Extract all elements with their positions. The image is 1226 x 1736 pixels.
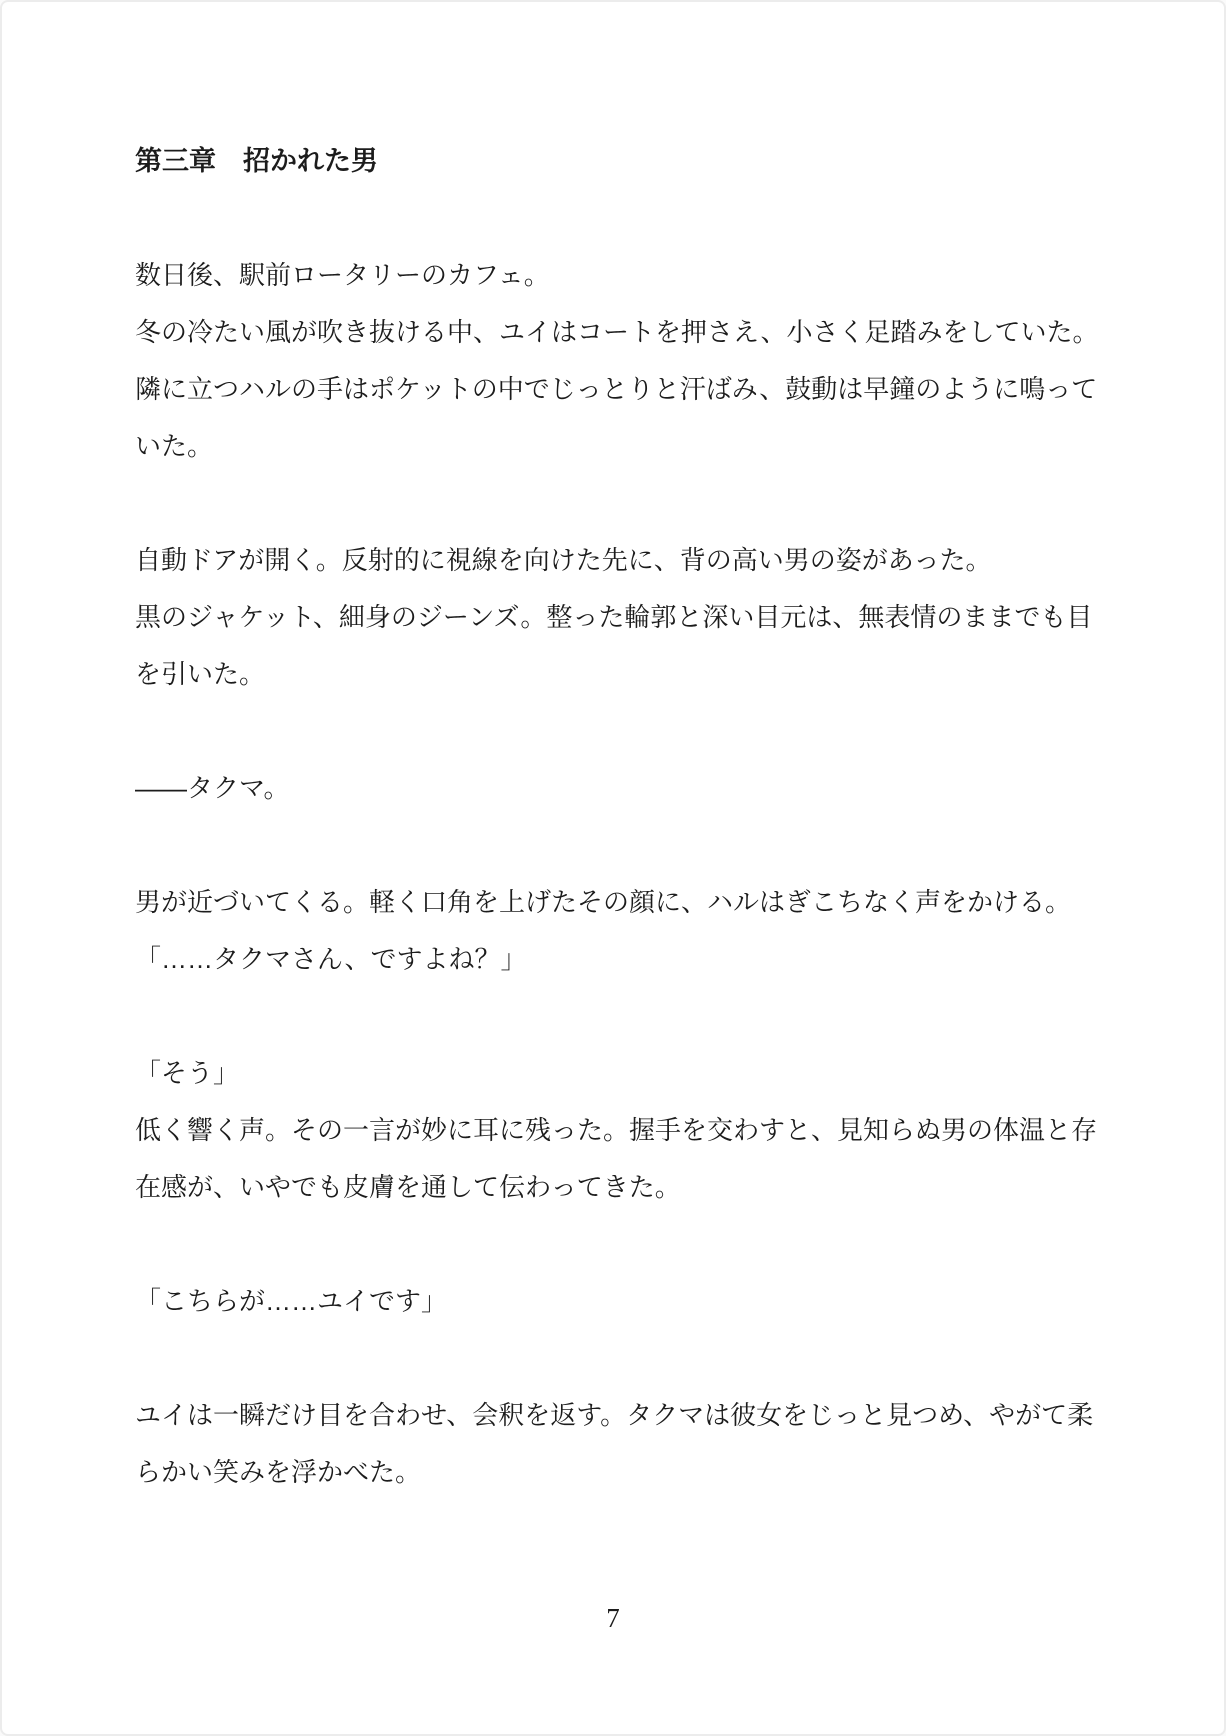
text-line: 「そう」 <box>135 1058 240 1088</box>
text-line: ——タクマ。 <box>135 773 290 803</box>
paragraph <box>135 760 1164 817</box>
text-line: ユイは一瞬だけ目を合わせ、会釈を返す。タクマは彼女をじっと見つめ、やがて柔 <box>135 1400 1094 1430</box>
text-line: 男が近づいてくる。軽く口角を上げたその顔に、ハルはぎこちなく声をかける。 <box>135 887 1072 917</box>
paragraph <box>135 247 1164 475</box>
text-line: 「こちらが……ユイです」 <box>135 1286 448 1316</box>
text-line: 冬の冷たい風が吹き抜ける中、ユイはコートを押さえ、小さく足踏みをしていた。 <box>135 317 1099 347</box>
page-number: 7 <box>606 1603 620 1633</box>
paragraph <box>135 1045 1164 1216</box>
paragraph <box>135 874 1164 988</box>
text-line: 「……タクマさん、ですよね？」 <box>135 944 527 974</box>
text-line: を引いた。 <box>135 659 266 689</box>
paragraph <box>135 1387 1164 1501</box>
paragraph <box>135 1273 1164 1330</box>
text-line: 低く響く声。その一言が妙に耳に残った。握手を交わすと、見知らぬ男の体温と存 <box>135 1115 1098 1145</box>
text-line: 黒のジャケット、細身のジーンズ。整った輪郭と深い目元は、無表情のままでも目 <box>135 602 1093 632</box>
page-content <box>135 133 1164 1558</box>
text-line: いた。 <box>135 431 214 461</box>
text-line: 数日後、駅前ロータリーのカフェ。 <box>135 260 550 290</box>
text-line: 在感が、いやでも皮膚を通して伝わってきた。 <box>135 1172 681 1202</box>
text-line: 自動ドアが開く。反射的に視線を向けた先に、背の高い男の姿があった。 <box>135 545 992 575</box>
text-line: らかい笑みを浮かべた。 <box>135 1457 422 1487</box>
text-line: 隣に立つハルの手はポケットの中でじっとりと汗ばみ、鼓動は早鐘のように鳴って <box>135 374 1098 404</box>
chapter-title: 第三章 招かれた男 <box>135 146 378 176</box>
body-text <box>135 247 1164 1501</box>
paragraph <box>135 532 1164 703</box>
